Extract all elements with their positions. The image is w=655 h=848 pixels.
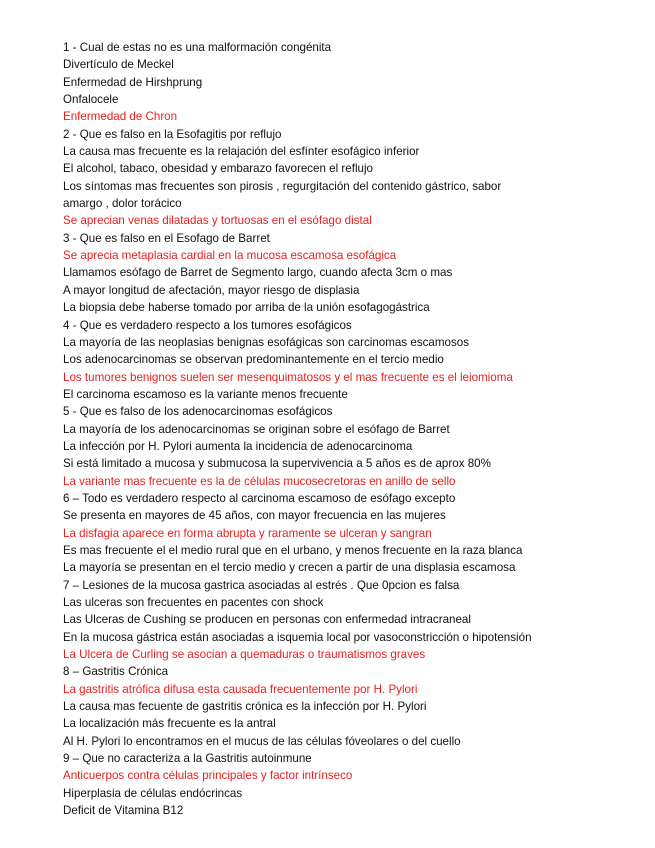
text-line: Se presenta en mayores de 45 años, con mayor frecuencia en las mujeres [63,509,446,523]
text-line: Onfalocele [63,93,119,107]
text-line: 5 - Que es falso de los adenocarcinomas esofágicos [63,405,333,419]
answer-line: La disfagia aparece en forma abrupta y raramente se ulceran y sangran [63,526,432,540]
text-line: La mayoría de las neoplasias benignas esofágicas son carcinomas escamosos [63,335,470,349]
question-list [63,39,643,819]
text-line: Al H. Pylori lo encontramos en el mucus de las células fóveolares o del cuello [63,734,461,748]
text-line: La localización más frecuente es la antral [63,717,276,731]
answer-line: Los tumores benignos suelen ser mesenquimatosos y el mas frecuente es el leiomioma [63,370,513,384]
text-line: La mayoría se presentan en el tercio medio y crecen a partir de una displasia escamosa [63,561,516,575]
text-line: En la mucosa gástrica están asociadas a isquemia local por vasoconstricción o hipotensión [63,630,532,644]
answer-line: Se aprecia metaplasia cardial en la mucosa escamosa esofágica [63,249,397,263]
text-line: Las ulceras son frecuentes en pacentes con shock [63,596,324,609]
text-line: El carcinoma escamoso es la variante menos frecuente [63,387,348,401]
text-line: amargo , dolor torácico [63,197,182,211]
answer-line: Enfermedad de Chron [63,110,178,124]
answer-line: La Ulcera de Curling se asocian a quemaduras o traumatismos graves [63,648,426,662]
text-line: La causa mas fecuente de gastritis crónica es la infección por H. Pylori [63,700,427,714]
text-line: 9 – Que no caracteriza a la Gastritis autoinmune [63,752,312,766]
text-line: 7 – Lesiones de la mucosa gastrica asociadas al estrés . Que 0pcion es falsa [63,578,460,592]
text-line: La mayoría de los adenocarcinomas se originan sobre el esófago de Barret [63,422,450,436]
text-line: La infección por H. Pylori aumenta la incidencia de adenocarcinoma [63,439,413,453]
text-line: Los adenocarcinomas se observan predominantemente en el tercio medio [63,353,444,367]
text-line: 8 – Gastritis Crónica [63,665,169,679]
text-line: 4 - Que es verdadero respecto a los tumores esofágicos [63,318,352,332]
text-line: La causa mas frecuente es la relajación del esfínter esofágico inferior [63,145,420,159]
answer-line: La gastritis atrófica difusa esta causada frecuentemente por H. Pylori [63,682,418,696]
answer-line: Se aprecian venas dilatadas y tortuosas en el esófago distal [63,214,372,228]
text-line: 6 – Todo es verdadero respecto al carcinoma escamoso de esófago excepto [63,491,456,505]
text-line: El alcohol, tabaco, obesidad y embarazo favorecen el reflujo [63,162,373,176]
text-line: Las Ulceras de Cushing se producen en personas con enfermedad intracraneal [63,613,471,627]
text-line: Llamamos esófago de Barret de Segmento largo, cuando afecta 3cm o mas [63,266,453,280]
text-line: 2 - Que es falso en la Esofagitis por reflujo [63,127,282,141]
text-line: Divertículo de Meckel [63,58,174,72]
answer-line: Anticuerpos contra células principales y factor intrínseco [63,769,353,783]
text-line: Si está limitado a mucosa y submucosa la supervivencia a 5 años es de aprox 80% [63,457,491,471]
text-line: La biopsia debe haberse tomado por arriba de la unión esofagogástrica [63,301,430,315]
text-line: 3 - Que es falso en el Esofago de Barret [63,231,270,245]
text-line: A mayor longitud de afectación, mayor riesgo de displasia [63,283,360,297]
text-line: Los síntomas mas frecuentes son pirosis , regurgitación del contenido gástrico, sabor [63,179,502,193]
text-line: Es mas frecuente el el medio rural que en el urbano, y menos frecuente en la raza blanca [63,543,523,557]
text-line: Hiperplasia de células endócrincas [63,786,243,800]
text-line: Enfermedad de Hirshprung [63,75,203,89]
answer-line: La variante mas frecuente es la de células mucosecretoras en anillo de sello [63,474,456,488]
text-line: Deficit de Vitamina B12 [63,804,184,818]
text-line: 1 - Cual de estas no es una malformación congénita [63,41,332,54]
